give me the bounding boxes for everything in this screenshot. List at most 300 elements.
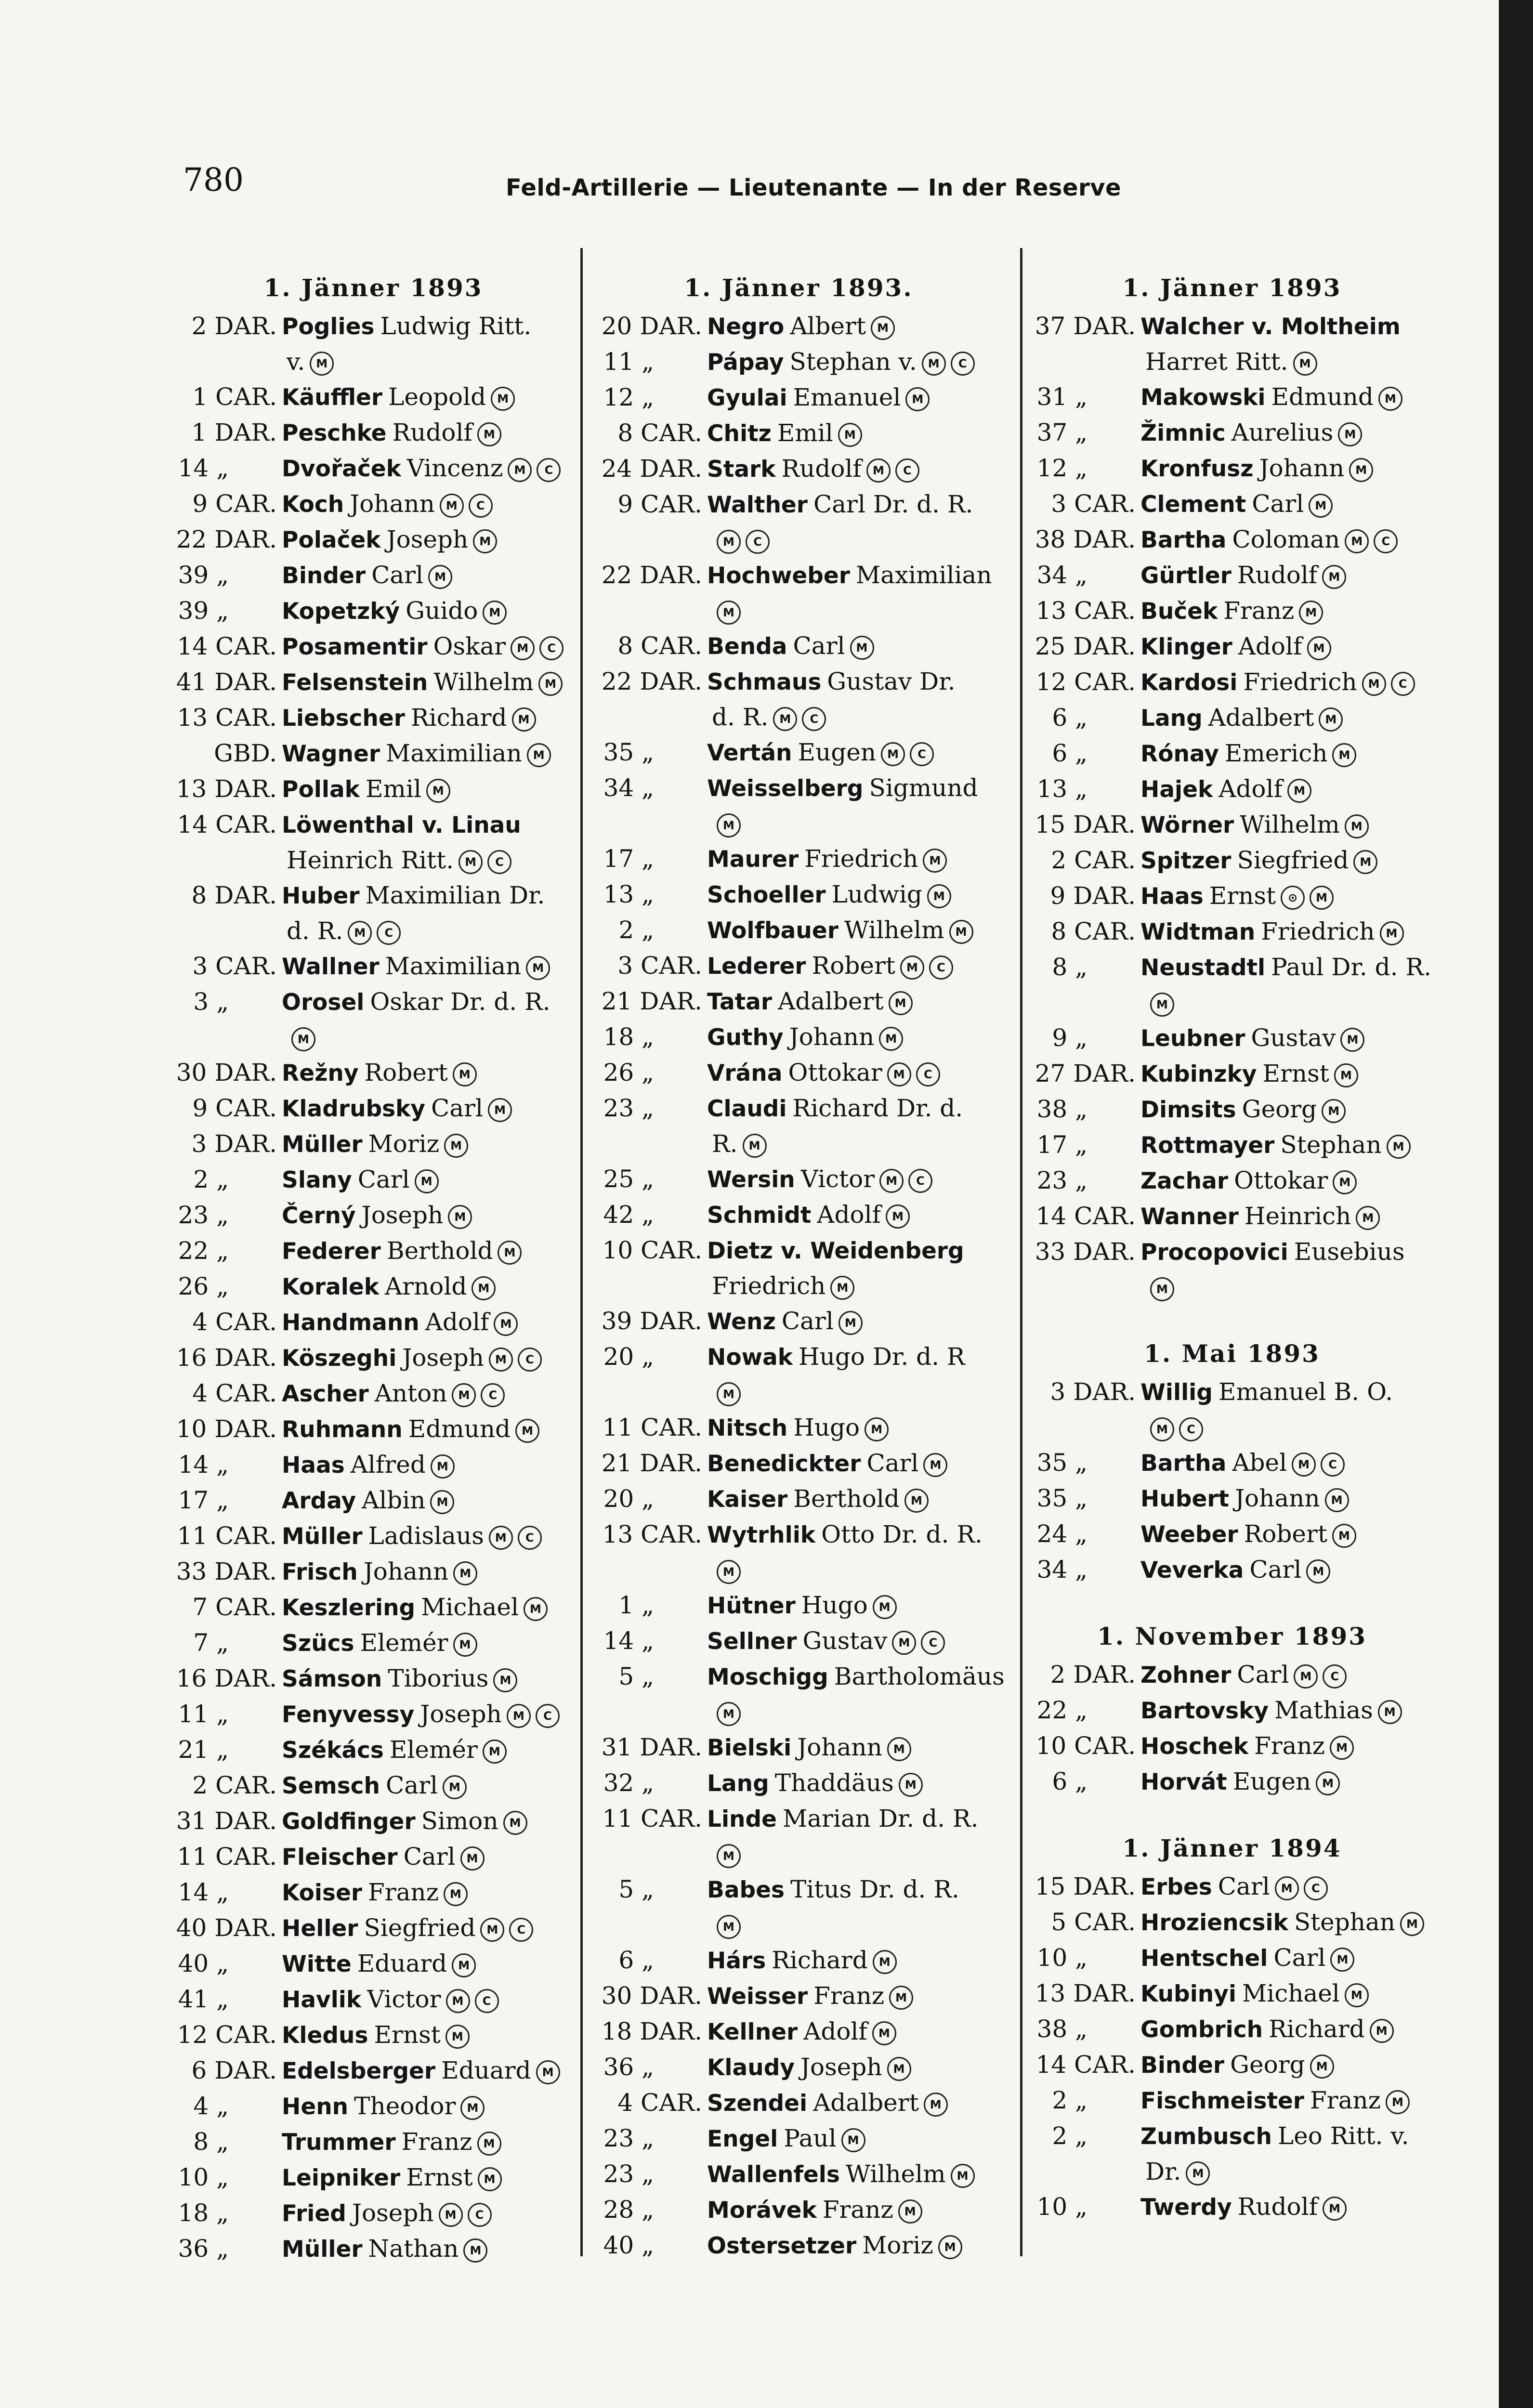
medal-icon: M [1362, 672, 1386, 696]
list-item [591, 2014, 1006, 2050]
medal-icon: M [472, 1276, 496, 1300]
medal-icon: M [463, 2238, 487, 2263]
list-item [591, 1020, 1006, 1055]
unit-number: 12 „ [603, 383, 654, 411]
given-name: Berthold [793, 1485, 900, 1513]
medal-icon: M [1316, 1771, 1340, 1795]
surname: Käuffler [282, 384, 383, 411]
given-name: Stephan v. [789, 348, 917, 376]
list-item [591, 2121, 1006, 2157]
given-name: Carl [1249, 1556, 1302, 1584]
unit-number: 33 DAR. [176, 1557, 277, 1585]
surname: Liebscher [282, 705, 405, 732]
medal-icon: M [1275, 1876, 1299, 1900]
given-name: Paul [784, 2124, 837, 2152]
surname: Hroziencsik [1140, 1910, 1288, 1936]
list-item [591, 735, 1006, 771]
unit-number: 22 „ [1036, 1696, 1088, 1724]
date-header: 1. Jänner 1893 [263, 274, 483, 302]
list-item [166, 1162, 580, 1198]
unit-number: 18 DAR. [601, 2017, 702, 2045]
list-item [1025, 1693, 1439, 1728]
unit-number: 10 DAR. [176, 1415, 277, 1443]
medal-icon: C [895, 458, 919, 483]
unit-number: 3 „ [193, 988, 229, 1016]
unit-number: 25 DAR. [1035, 632, 1136, 660]
surname: Kellner [707, 2019, 798, 2045]
surname: Linde [707, 1806, 777, 1832]
given-name: Mathias [1274, 1696, 1373, 1724]
medal-icon: ⊙ [1281, 886, 1305, 910]
medal-icon: M [291, 1027, 315, 1051]
unit-number: 8 CAR. [617, 419, 702, 447]
list-item [1025, 1764, 1439, 1800]
medal-icon: C [481, 1383, 505, 1407]
given-name: Carl [1273, 1944, 1326, 1972]
unit-number: 20 „ [603, 1343, 654, 1371]
medal-icon: M [1378, 1700, 1402, 1724]
given-name: Vincenz [406, 454, 503, 482]
surname: Kubinyi [1140, 1981, 1237, 2007]
unit-number: 30 DAR. [176, 1059, 277, 1086]
list-item [1025, 1905, 1439, 1940]
medal-icon: M [1330, 1948, 1354, 1972]
unit-number: 6 „ [1052, 739, 1088, 767]
continuation-text: Harret Ritt. [1145, 348, 1288, 376]
surname: Clement [1140, 491, 1246, 518]
surname: Benedickter [707, 1451, 861, 1477]
surname: Kronfusz [1140, 456, 1254, 482]
unit-number: 14 „ [178, 1878, 229, 1906]
surname: Handmann [282, 1309, 419, 1336]
given-name: Adolf [1219, 775, 1283, 803]
medal-icon: M [428, 565, 452, 589]
surname: Kledus [282, 2022, 368, 2049]
medal-icon: M [508, 458, 532, 482]
list-item [1025, 558, 1439, 593]
date-header: 1. Mai 1893 [1144, 1339, 1320, 1368]
list-item [1025, 309, 1439, 344]
medal-icon: M [445, 2025, 470, 2049]
given-name: Rudolf [781, 455, 862, 483]
medal-icon: M [865, 1417, 889, 1441]
surname: Černý [282, 1203, 356, 1229]
surname: Weeber [1140, 1521, 1238, 1548]
given-name: Ernst [374, 2021, 441, 2049]
entry-continuation [591, 1375, 1006, 1410]
given-name: Carl [1218, 1872, 1270, 1900]
entry-continuation [591, 593, 1006, 628]
medal-icon: M [838, 423, 862, 447]
medal-icon: M [460, 2096, 485, 2120]
surname: Neustadtl [1140, 955, 1266, 981]
surname: Hajek [1140, 776, 1213, 803]
medal-icon: M [440, 494, 464, 518]
medal-icon: M [1299, 601, 1323, 625]
given-name: Johann [350, 490, 435, 518]
unit-number: 2 „ [1052, 2122, 1088, 2150]
list-item [591, 416, 1006, 451]
unit-number: 34 „ [1036, 561, 1088, 589]
medal-icon: M [871, 316, 895, 340]
medal-icon: M [452, 1383, 476, 1407]
medal-icon: C [1321, 1453, 1345, 1477]
given-name: Richard Dr. d. [792, 1094, 963, 1122]
unit-number: 8 „ [193, 2128, 229, 2156]
surname: Wolfbauer [707, 917, 839, 944]
given-name: Eduard [357, 1950, 447, 1977]
surname: Kladrubsky [282, 1096, 426, 1122]
list-item [591, 2228, 1006, 2264]
surname: Semsch [282, 1773, 380, 1799]
surname: Müller [282, 2236, 363, 2263]
medal-icon: M [1287, 779, 1311, 803]
surname: Claudi [707, 1096, 787, 1122]
given-name: Rudolf [1237, 561, 1318, 589]
medal-icon: M [1309, 494, 1333, 518]
unit-number: 22 DAR. [601, 561, 702, 589]
list-item [1025, 843, 1439, 878]
list-item [1025, 807, 1439, 843]
date-header: 1. Jänner 1893 [1122, 274, 1342, 302]
medal-icon: M [478, 2167, 502, 2191]
surname: Huber [282, 883, 360, 909]
unit-number: 10 CAR. [602, 1236, 702, 1264]
given-name: Carl Dr. d. R. [813, 490, 973, 518]
given-name: Johann [1234, 1484, 1320, 1512]
continuation-text: v. [287, 348, 305, 376]
list-item [591, 1517, 1006, 1553]
surname: Weisser [707, 1983, 808, 2010]
given-name: Emanuel B. O. [1218, 1378, 1393, 1406]
given-name: Aurelius [1231, 419, 1334, 446]
entry-continuation [591, 1695, 1006, 1730]
unit-number: 17 „ [1036, 1131, 1088, 1159]
given-name: Robert [364, 1059, 448, 1086]
unit-number: GBD. [214, 739, 277, 767]
medal-icon: C [377, 921, 401, 945]
unit-number: 9 CAR. [192, 490, 277, 518]
list-item [166, 1732, 580, 1768]
given-name: Friedrich [1243, 668, 1357, 696]
medal-icon: M [881, 742, 905, 766]
surname: Sámson [282, 1666, 382, 1692]
surname: Walcher v. Moltheim [1140, 314, 1401, 340]
unit-number: 2 „ [1052, 2086, 1088, 2114]
medal-icon: C [468, 2203, 492, 2227]
surname: Edelsberger [282, 2058, 436, 2084]
unit-number: 13 CAR. [1035, 597, 1136, 625]
medal-icon: M [493, 1668, 517, 1692]
surname: Federer [282, 1238, 381, 1265]
surname: Poglies [282, 314, 375, 340]
unit-number: 8 „ [1052, 953, 1088, 981]
unit-number: 2 CAR. [192, 1771, 277, 1799]
surname: Gyulai [707, 385, 787, 411]
medal-icon: M [1332, 1524, 1356, 1548]
unit-number: 9 „ [1052, 1024, 1088, 1052]
given-name: Albin [362, 1486, 426, 1514]
unit-number: 22 DAR. [176, 525, 277, 553]
list-item [166, 1590, 580, 1625]
surname: Ostersetzer [707, 2233, 857, 2259]
given-name: Georg [1230, 2051, 1305, 2079]
surname: Haas [1140, 883, 1204, 910]
medal-icon: M [430, 1490, 454, 1514]
given-name: Richard [410, 704, 507, 732]
given-name: Robert [812, 952, 895, 980]
given-name: Friedrich [1261, 917, 1375, 945]
unit-number: 6 „ [618, 1946, 654, 1974]
list-item [166, 1376, 580, 1412]
surname: Fried [282, 2200, 346, 2227]
medal-icon: C [518, 1348, 542, 1372]
given-name: Tiborius [388, 1664, 489, 1692]
entry-continuation [591, 1126, 1006, 1162]
surname: Veverka [1140, 1557, 1244, 1584]
list-item [591, 913, 1006, 948]
list-item [166, 1447, 580, 1483]
medal-icon: M [1150, 1417, 1174, 1441]
unit-number: 39 „ [178, 561, 229, 589]
given-name: Siegfried [1237, 846, 1349, 874]
list-item [591, 1233, 1006, 1269]
given-name: Johann [789, 1023, 875, 1051]
medal-icon: M [1345, 529, 1369, 553]
entry-continuation [166, 914, 580, 949]
list-item [166, 984, 580, 1020]
medal-icon: M [830, 1276, 854, 1300]
entry-continuation [1025, 2154, 1439, 2189]
unit-number: 31 „ [1036, 383, 1088, 411]
unit-number: 5 „ [618, 1662, 654, 1690]
given-name: Carl [866, 1449, 919, 1477]
surname: Kardosi [1140, 669, 1238, 696]
given-name: Wilhelm [844, 916, 944, 944]
given-name: Bartholomäus [834, 1662, 1005, 1690]
list-item [166, 1091, 580, 1126]
given-name: Carl [386, 1771, 438, 1799]
medal-icon: M [743, 1134, 767, 1158]
medal-icon: M [717, 1560, 741, 1584]
unit-number: 1 „ [618, 1591, 654, 1619]
given-name: Johann [797, 1733, 882, 1761]
surname: Leubner [1140, 1025, 1245, 1052]
medal-icon: M [1294, 1664, 1318, 1688]
medal-icon: M [951, 2164, 975, 2188]
medal-icon: M [426, 779, 450, 803]
unit-number: 34 „ [1036, 1556, 1088, 1584]
given-name: Berthold [386, 1237, 493, 1265]
medal-icon: C [469, 494, 493, 518]
list-item [166, 736, 580, 772]
given-name: Carl [403, 1843, 456, 1871]
list-item [1025, 736, 1439, 772]
medal-icon: M [491, 387, 515, 411]
medal-icon: M [1349, 458, 1373, 482]
medal-icon: M [1330, 1736, 1354, 1760]
medal-icon: M [1322, 1099, 1346, 1123]
column-3 [1025, 267, 1439, 2225]
given-name: Adalbert [813, 2089, 919, 2117]
surname: Dimsits [1140, 1097, 1236, 1123]
list-item [166, 1625, 580, 1661]
entry-continuation [166, 344, 580, 380]
surname: Spitzer [1140, 848, 1232, 874]
given-name: Franz [1310, 2086, 1381, 2114]
surname: Engel [707, 2126, 778, 2152]
surname: Binder [1140, 2052, 1225, 2079]
list-item [166, 1804, 580, 1839]
given-name: Georg [1242, 1095, 1317, 1123]
list-item [591, 1623, 1006, 1659]
continuation-text: Dr. [1145, 2158, 1181, 2186]
unit-number: 33 DAR. [1035, 1238, 1136, 1266]
surname: Wersin [707, 1166, 795, 1193]
surname: Buček [1140, 598, 1218, 625]
medal-icon: M [773, 707, 797, 731]
list-item [166, 415, 580, 451]
medal-icon: M [927, 884, 951, 908]
given-name: Ottokar [788, 1059, 882, 1086]
list-item [1025, 914, 1439, 950]
surname: Bielski [707, 1735, 792, 1761]
given-name: Simon [421, 1807, 498, 1835]
list-item [166, 629, 580, 665]
medal-icon: M [1333, 1170, 1357, 1194]
medal-icon: C [908, 1169, 932, 1193]
surname: Polaček [282, 527, 381, 553]
surname: Henn [282, 2094, 349, 2120]
medal-icon: M [1345, 814, 1369, 838]
given-name: Arnold [385, 1272, 467, 1300]
given-name: Carl [431, 1094, 484, 1122]
list-item [166, 1126, 580, 1162]
given-name: Carl [371, 561, 424, 589]
continuation-text: R. [712, 1130, 738, 1158]
given-name: Moriz [862, 2231, 933, 2259]
unit-number: 22 DAR. [601, 667, 702, 695]
unit-number: 11 „ [178, 1700, 229, 1728]
unit-number: 16 DAR. [176, 1664, 277, 1692]
surname: Dvořaček [282, 456, 401, 482]
unit-number: 22 „ [178, 1237, 229, 1265]
surname: Hárs [707, 1948, 766, 1974]
given-name: Edmund [1271, 383, 1374, 411]
medal-icon: M [923, 849, 947, 873]
medal-icon: M [886, 1204, 910, 1229]
unit-number: 41 „ [178, 1985, 229, 2013]
given-name: Adolf [817, 1201, 881, 1229]
unit-number: 27 DAR. [1035, 1060, 1136, 1087]
date-header: 1. November 1893 [1097, 1622, 1367, 1650]
medal-icon: C [537, 458, 561, 482]
medal-icon: M [1345, 1983, 1369, 2007]
given-name: Hugo [793, 1413, 860, 1441]
surname: Kopetzký [282, 598, 400, 625]
given-name: Joseph [386, 525, 469, 553]
list-item [1025, 1199, 1439, 1234]
list-item [166, 1055, 580, 1091]
list-item [166, 486, 580, 522]
surname: Widtman [1140, 919, 1256, 945]
list-item [1025, 415, 1439, 451]
surname: Köszeghi [282, 1345, 397, 1372]
unit-number: 1 CAR. [192, 383, 277, 411]
given-name: Rudolf [1237, 2193, 1318, 2221]
surname: Schmaus [707, 669, 822, 695]
surname: Leipniker [282, 2165, 401, 2191]
medal-icon: M [1292, 1453, 1316, 1477]
medal-icon: M [892, 1631, 916, 1655]
unit-number: 35 „ [603, 738, 654, 766]
continuation-text: Heinrich Ritt. [287, 846, 454, 874]
list-item [591, 628, 1006, 664]
medal-icon: C [475, 1989, 499, 2013]
list-item [1025, 700, 1439, 736]
list-item [591, 771, 1006, 806]
unit-number: 3 DAR. [1050, 1378, 1136, 1406]
given-name: Gustav [1251, 1024, 1336, 1052]
surname: Hoschek [1140, 1733, 1249, 1760]
list-item [1025, 1481, 1439, 1517]
given-name: Titus Dr. d. R. [790, 1875, 959, 1903]
medal-icon: M [1306, 1559, 1330, 1584]
given-name: Emerich [1224, 739, 1328, 767]
surname: Binder [282, 563, 366, 589]
unit-number: 17 „ [603, 845, 654, 873]
medal-icon: M [879, 1169, 904, 1193]
surname: Slany [282, 1167, 352, 1193]
given-name: Albert [790, 312, 866, 340]
unit-number: 9 CAR. [192, 1094, 277, 1122]
given-name: Victor [800, 1165, 875, 1193]
list-item [166, 2160, 580, 2196]
surname: Zachar [1140, 1168, 1229, 1194]
medal-icon: C [1323, 1664, 1347, 1688]
list-item [591, 664, 1006, 700]
given-name: Adolf [425, 1308, 489, 1336]
list-item [591, 1872, 1006, 1908]
given-name: Leopold [388, 383, 486, 411]
column-1 [166, 267, 580, 2267]
given-name: Alfred [350, 1451, 426, 1479]
list-item [591, 2085, 1006, 2121]
medal-icon: M [898, 2199, 922, 2224]
given-name: Gustav [802, 1627, 888, 1655]
list-item [591, 2050, 1006, 2085]
list-item [1025, 2119, 1439, 2154]
unit-number: 36 „ [603, 2053, 654, 2081]
surname: Nowak [707, 1344, 793, 1371]
given-name: Joseph [800, 2053, 882, 2081]
medal-icon: C [910, 742, 934, 766]
list-item [1025, 1021, 1439, 1056]
medal-icon: M [477, 2132, 501, 2156]
medal-icon: C [1391, 672, 1415, 696]
list-item [166, 522, 580, 558]
continuation-text: d. R. [712, 703, 769, 731]
medal-icon: M [717, 1915, 741, 1939]
given-name: Michael [421, 1593, 519, 1621]
unit-number: 21 „ [178, 1736, 229, 1764]
medal-icon: M [1310, 2055, 1334, 2079]
unit-number: 3 CAR. [192, 952, 277, 980]
unit-number: 14 CAR. [1035, 2051, 1136, 2079]
surname: Ruhmann [282, 1416, 403, 1443]
medal-icon: M [1356, 1206, 1380, 1230]
list-item [166, 1340, 580, 1376]
